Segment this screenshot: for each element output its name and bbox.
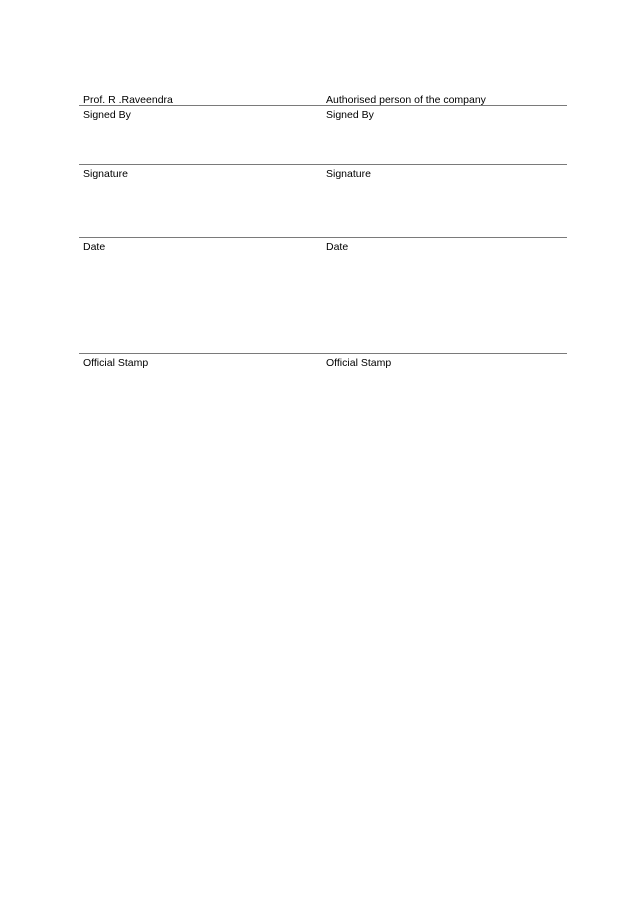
right-official-stamp-label: Official Stamp (326, 357, 392, 369)
official-stamp-row (79, 353, 567, 373)
right-date-label: Date (326, 241, 349, 253)
right-signature-label: Signature (326, 168, 371, 180)
row-divider (79, 237, 567, 238)
right-signed-by-label: Signed By (326, 109, 374, 121)
left-signature-label: Signature (83, 168, 128, 180)
signature-row (79, 164, 567, 237)
row-divider (79, 105, 567, 106)
left-date-label: Date (83, 241, 106, 253)
signature-table (79, 93, 567, 373)
date-row (79, 237, 567, 353)
row-divider (79, 164, 567, 165)
left-official-stamp-label: Official Stamp (83, 357, 149, 369)
right-signatory-name: Authorised person of the company (326, 94, 486, 106)
left-signed-by-label: Signed By (83, 109, 131, 121)
signed-by-row (79, 105, 567, 164)
left-signatory-name: Prof. R .Raveendra (83, 94, 173, 106)
signatory-names-row (79, 93, 567, 105)
row-divider (79, 353, 567, 354)
